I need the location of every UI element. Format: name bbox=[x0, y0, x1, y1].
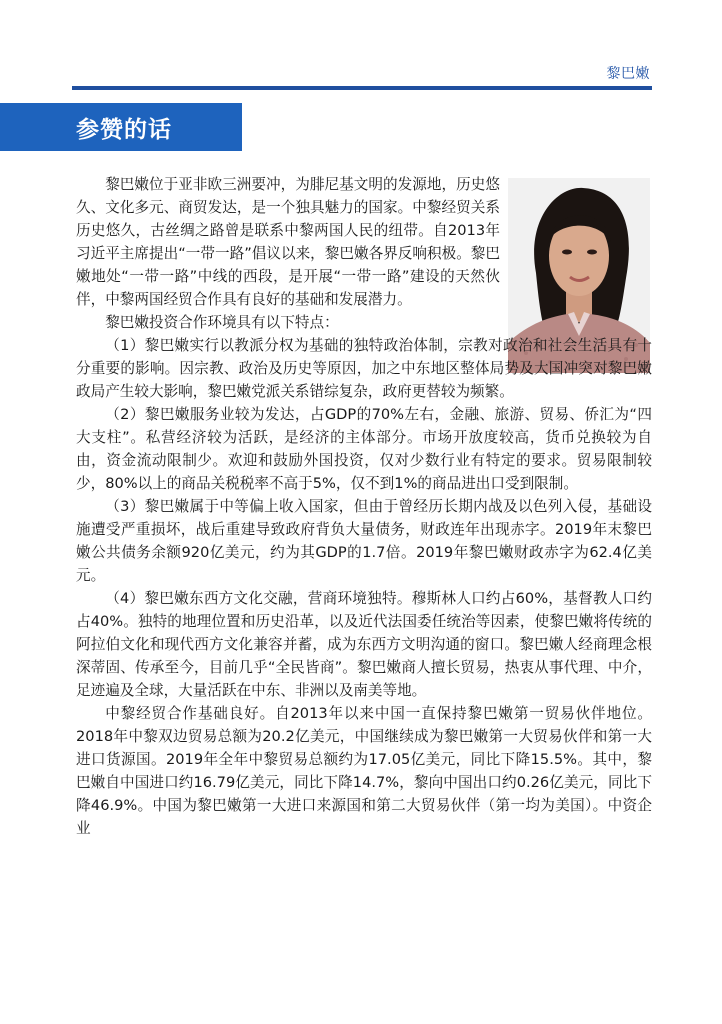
header-country-label: 黎巴嫩 bbox=[606, 66, 650, 82]
paragraph-feature-3: （3）黎巴嫩属于中等偏上收入国家，但由于曾经历长期内战及以色列入侵，基础设施遭受严重损坏，战后重建导致政府背负大量债务，财政连年出现赤字。2019年末黎巴嫩公共债务余额920亿美元，约为其GDP的1.7倍。2019年黎巴嫩财政赤字为62.4亿美元。 bbox=[76, 498, 652, 584]
paragraph-feature-2: （2）黎巴嫩服务业较为发达，占GDP的70%左右，金融、旅游、贸易、侨汇为“四大支柱”。私营经济较为活跃，是经济的主体部分。市场开放度较高，货币兑换较为自由，资金流动限制少。欢迎和鼓励外国投资，仅对少数行业有特定的要求。贸易限制较少，80%以上的商品关税税率不高于5%，仅不到1%的商品进出口受到限制。 bbox=[76, 406, 652, 492]
body-text bbox=[76, 173, 652, 840]
paragraph-feature-1: （1）黎巴嫩实行以教派分权为基础的独特政治体制，宗教对政治和社会生活具有十分重要的影响。因宗教、政治及历史等原因，加之中东地区整体局势及大国冲突对黎巴嫩政局产生较大影响，黎巴嫩党派关系错综复杂，政府更替较为频繁。 bbox=[76, 337, 652, 400]
section-title: 参赞的话 bbox=[76, 117, 172, 143]
paragraph-intro: 黎巴嫩位于亚非欧三洲要冲，为腓尼基文明的发源地，历史悠久、文化多元、商贸发达，是一个独具魅力的国家。中黎经贸关系历史悠久，古丝绸之路曾是联系中黎两国人民的纽带。自2013年习近平主席提出“一带一路”倡议以来，黎巴嫩各界反响积极。黎巴嫩地处“一带一路”中线的西段，是开展“一带一路”建设的天然伙伴，中黎两国经贸合作具有良好的基础和发展潜力。 bbox=[76, 176, 500, 308]
paragraph-trade: 中黎经贸合作基础良好。自2013年以来中国一直保持黎巴嫩第一贸易伙伴地位。2018年中黎双边贸易总额为20.2亿美元，中国继续成为黎巴嫩第一大贸易伙伴和第一大进口货源国。2019年全年中黎贸易总额约为17.05亿美元，同比下降15.5%。其中，黎巴嫩自中国进口约16.79亿美元，同比下降14.7%，黎向中国出口约0.26亿美元，同比下降46.9%。中国为黎巴嫩第一大进口来源国和第二大贸易伙伴（第一均为美国）。中资企业 bbox=[76, 705, 652, 837]
paragraph-features-heading: 黎巴嫩投资合作环境具有以下特点： bbox=[105, 314, 339, 331]
header-rule bbox=[72, 86, 652, 90]
paragraph-feature-4: （4）黎巴嫩东西方文化交融，营商环境独特。穆斯林人口约占60%，基督教人口约占40%。独特的地理位置和历史沿革，以及近代法国委任统治等因素，使黎巴嫩将传统的阿拉伯文化和现代西方文化兼容并蓄，成为东西方文明沟通的窗口。黎巴嫩人经商理念根深蒂固、传承至今，目前几乎“全民皆商”。黎巴嫩商人擅长贸易，热衷从事代理、中介，足迹遍及全球，大量活跃在中东、非洲以及南美等地。 bbox=[76, 590, 652, 699]
